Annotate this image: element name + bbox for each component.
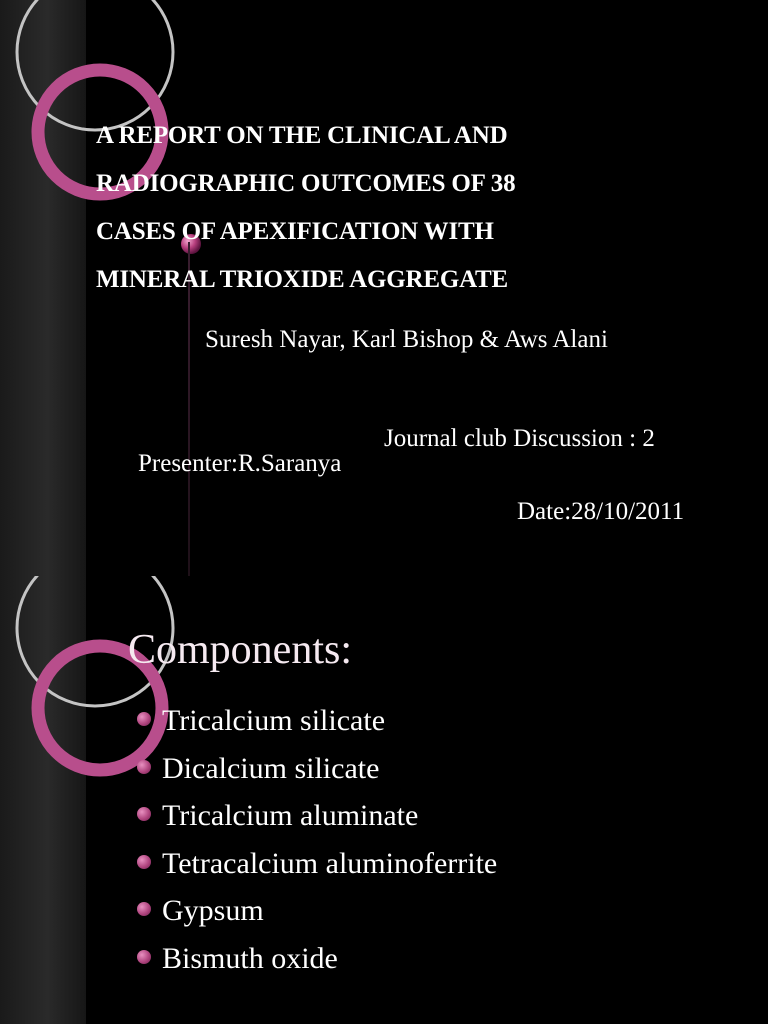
bullet-dot-icon [137,950,151,964]
list-item [134,892,497,940]
bullet-dot-icon [137,855,151,869]
list-item-text: Tricalcium aluminate [162,799,419,832]
list-item-text: Tetracalcium aluminoferrite [162,846,498,880]
list-item [134,797,497,845]
list-item [134,940,497,988]
date-label: Date:28/10/2011 [517,498,685,525]
components-list [134,702,497,987]
bullet-dot-icon [137,807,151,821]
components-slide [0,576,768,1024]
title-line: RADIOGRAPHIC OUTCOMES OF 38 [96,170,516,197]
list-item [134,702,497,750]
list-item-text: Gypsum [162,894,264,927]
bullet-dot-icon [137,902,151,916]
bullet-dot-icon [137,712,151,726]
slide-heading: Components: [128,627,353,673]
list-item-text: Tricalcium silicate [162,704,386,737]
presenter-label: Presenter:R.Saranya [138,450,342,477]
bullet-dot-icon [137,760,151,774]
list-item-text: Bismuth oxide [162,941,338,975]
report-title [96,112,696,304]
title-line: MINERAL TRIOXIDE AGGREGATE [96,266,509,293]
title-line: A REPORT ON THE CLINICAL AND [96,122,508,149]
list-item [134,750,497,798]
title-line: CASES OF APEXIFICATION WITH [96,218,494,245]
journal-club-label: Journal club Discussion : 2 [384,425,655,452]
list-item-text: Dicalcium silicate [162,751,380,785]
authors-line: Suresh Nayar, Karl Bishop & Aws Alani [205,326,608,353]
list-item [134,845,497,893]
